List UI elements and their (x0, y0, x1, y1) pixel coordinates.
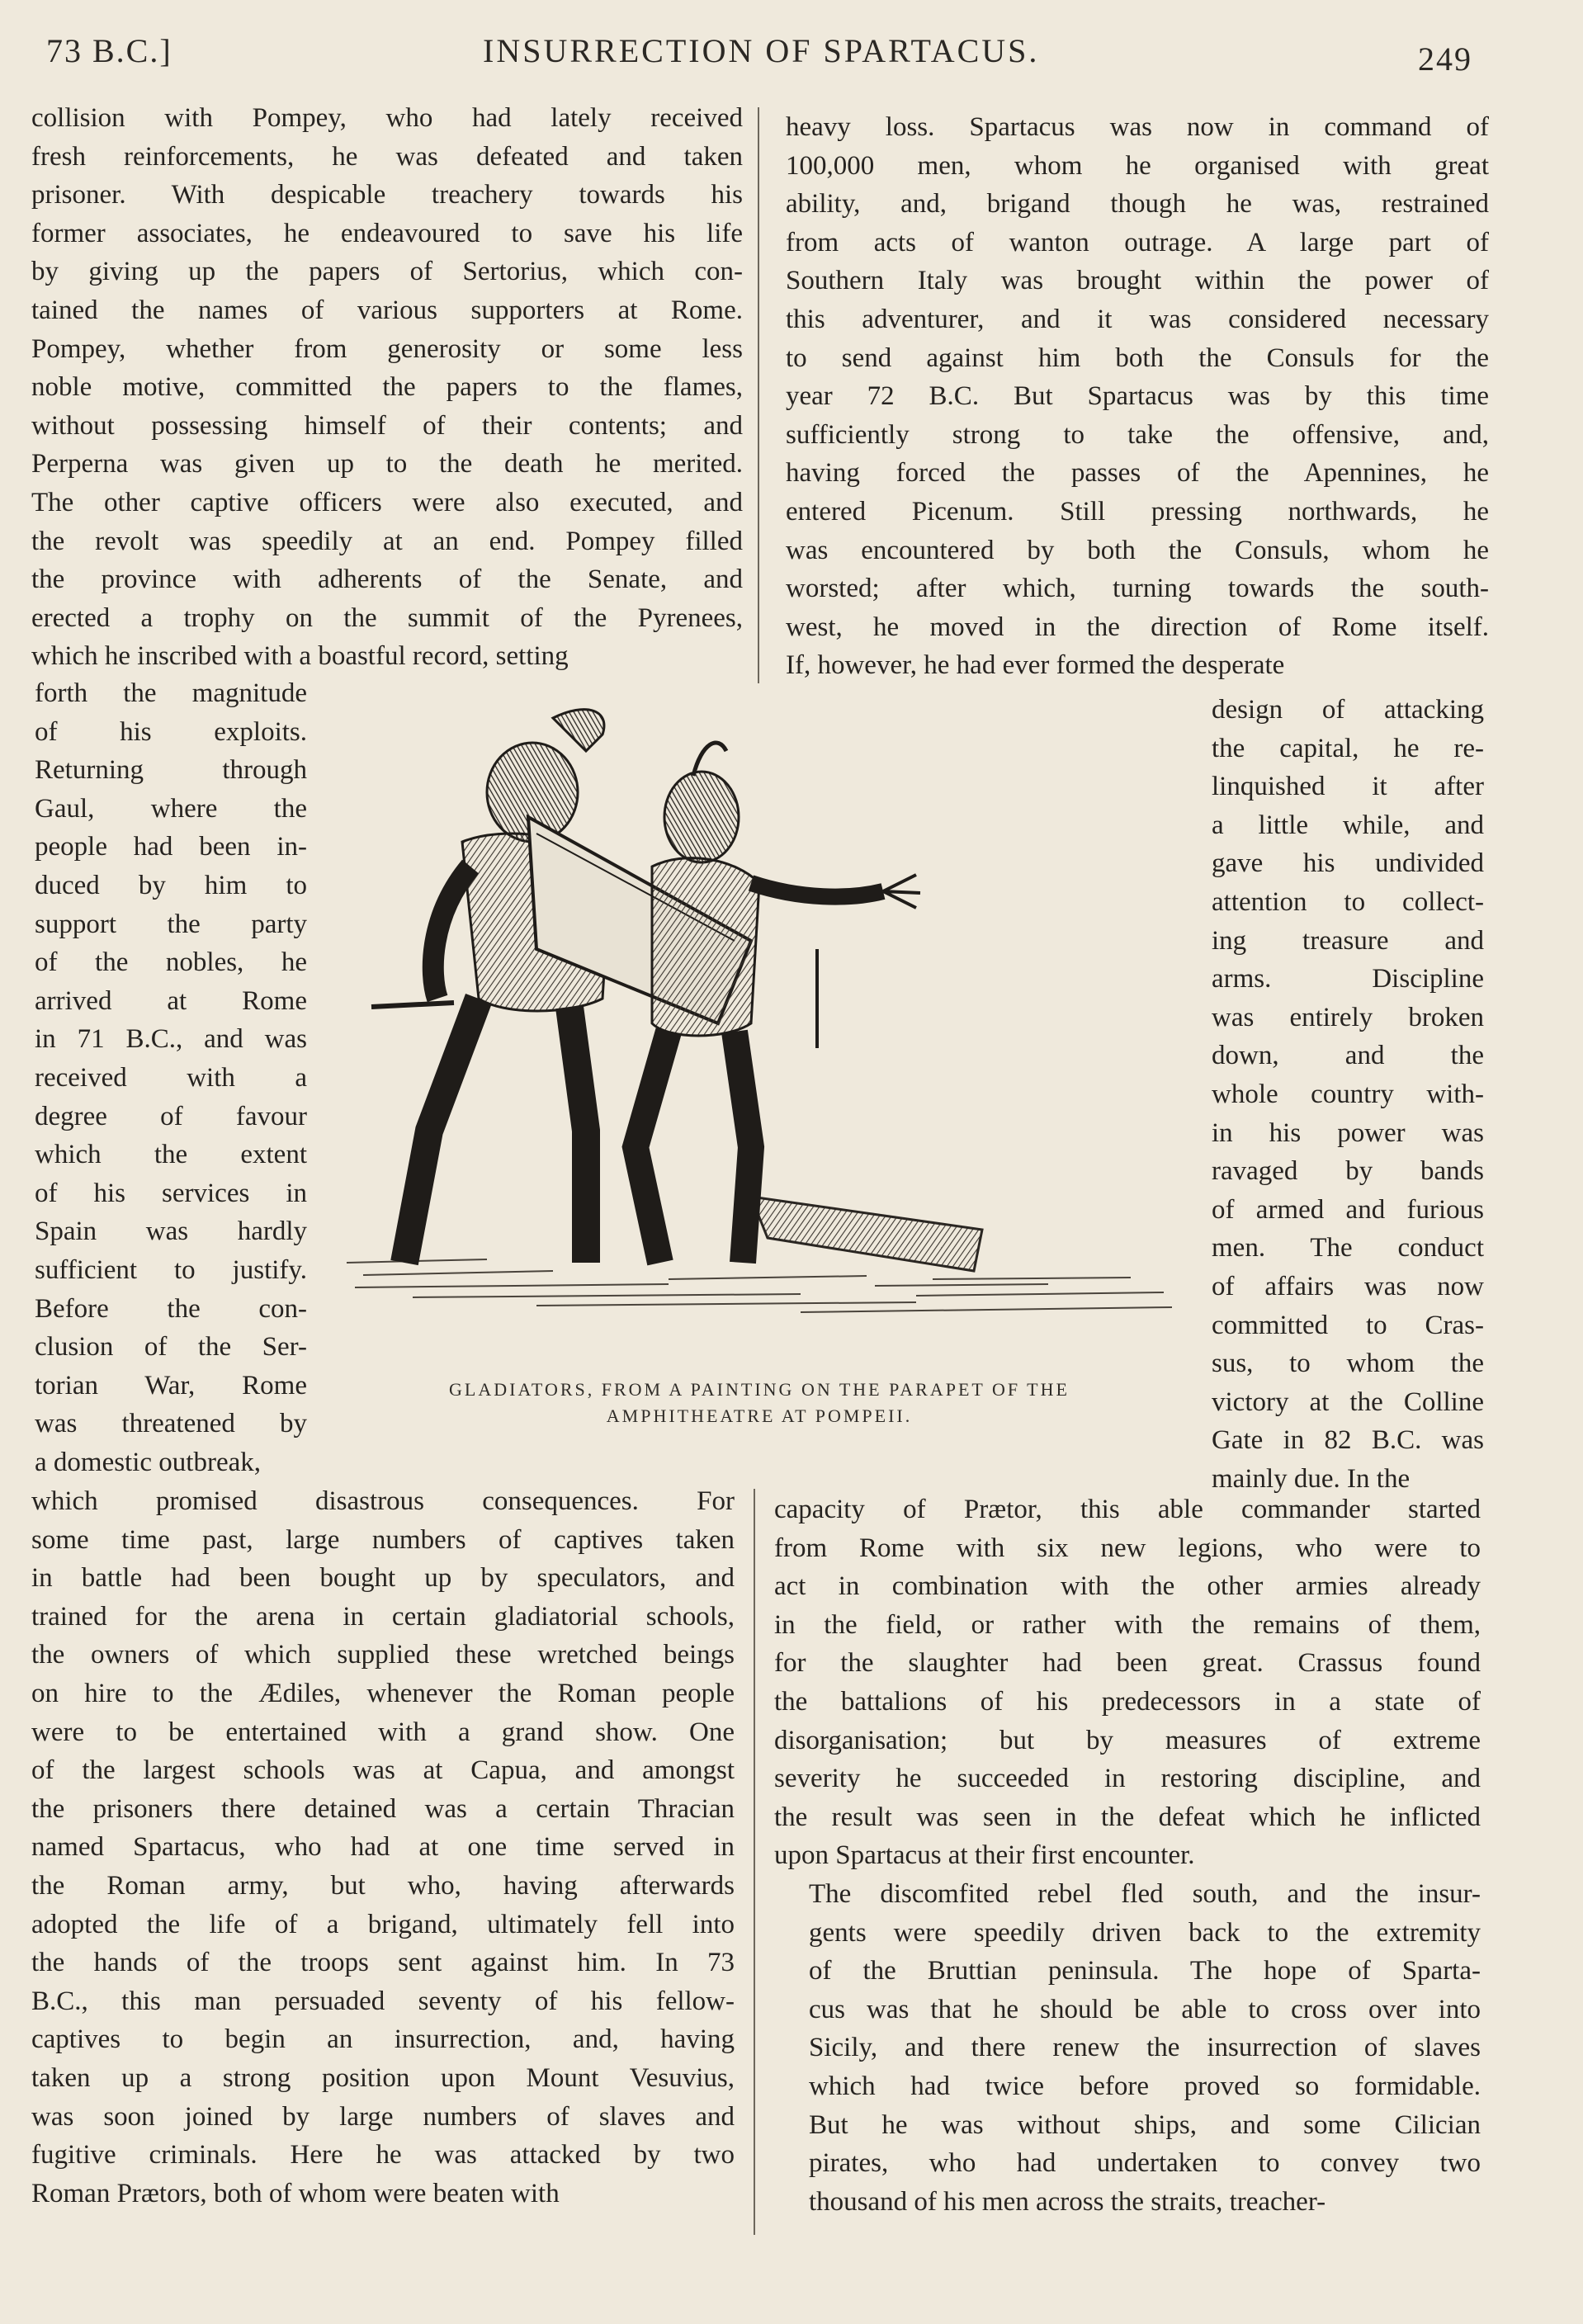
text-line: which had twice before proved so formidable. (809, 2071, 1481, 2101)
text-line: having forced the passes of the Apennines, he (786, 458, 1489, 489)
text-line: in 71 B.C., and was (35, 1024, 307, 1055)
running-head-title: INSURRECTION OF SPARTACUS. (483, 32, 1040, 69)
text-line: arrived at Rome (35, 985, 307, 1016)
text-line: act in combination with the other armies already (774, 1571, 1481, 1602)
text-line: mainly due. In the (1212, 1463, 1411, 1494)
text-line: ing treasure and (1212, 925, 1484, 956)
text-line: sufficiently strong to take the offensive, and, (786, 419, 1489, 450)
text-line: the revolt was speedily at an end. Pompey filled (31, 526, 743, 556)
text-line: the province with adherents of the Senate, and (31, 564, 743, 595)
text-line: was entirely broken (1212, 1002, 1484, 1032)
text-line: some time past, large numbers of captives taken (31, 1524, 735, 1555)
text-line: disorganisation; but by measures of extreme (774, 1725, 1481, 1755)
text-line: captives to begin an insurrection, and, having (31, 2024, 735, 2055)
text-line: Pompey, whether from generosity or some less (31, 333, 743, 364)
text-line: tained the names of various supporters at Rome. (31, 295, 743, 325)
text-line: sufficient to justify. (35, 1254, 307, 1285)
text-line: committed to Cras- (1212, 1310, 1484, 1340)
text-line: thousand of his men across the straits, treacher- (809, 2186, 1326, 2217)
text-line: adopted the life of a brigand, ultimately fell into (31, 1909, 735, 1939)
text-line: for the slaughter had been great. Crassus found (774, 1648, 1481, 1679)
text-line: year 72 B.C. But Spartacus was by this time (786, 381, 1489, 412)
text-line: in his power was (1212, 1117, 1484, 1148)
text-line: fugitive criminals. Here he was attacked by two (31, 2140, 735, 2170)
text-line: was threatened by (35, 1409, 307, 1439)
text-line: down, and the (1212, 1041, 1484, 1071)
paragraph-discomfited (774, 1875, 1481, 2221)
text-line: received with a (35, 1062, 307, 1093)
text-line: gave his undivided (1212, 848, 1484, 879)
text-line: without possessing himself of their contents; and (31, 410, 743, 441)
gladiators-engraving (338, 701, 1182, 1337)
text-line: cus was that he should be able to cross over into (809, 1994, 1481, 2024)
text-line: in battle had been bought up by speculators, and (31, 1563, 735, 1594)
text-line: Gate in 82 B.C. was (1212, 1425, 1484, 1456)
right-column-bottom (774, 1490, 1481, 2221)
text-line: upon Spartacus at their first encounter. (774, 1840, 1195, 1871)
text-line: entered Picenum. Still pressing northwards, he (786, 496, 1489, 527)
text-line: which the extent (35, 1140, 307, 1170)
text-line: ravaged by bands (1212, 1156, 1484, 1187)
text-line: trained for the arena in certain gladiatorial schools, (31, 1601, 735, 1632)
text-line: in the field, or rather with the remains of them, (774, 1609, 1481, 1640)
text-line: the hands of the troops sent against him. In 73 (31, 1948, 735, 1978)
text-line: former associates, he endeavoured to save his life (31, 218, 743, 248)
text-line: B.C., this man persuaded seventy of his fellow- (31, 1986, 735, 2016)
text-line: the Roman army, but who, having afterwards (31, 1870, 735, 1901)
text-line: the battalions of his predecessors in a state of (774, 1686, 1481, 1717)
text-line: which he inscribed with a boastful record, setting (31, 641, 569, 672)
text-line: on hire to the Ædiles, whenever the Roman people (31, 1678, 735, 1708)
text-line: attention to collect- (1212, 886, 1484, 917)
text-line: severity he succeeded in restoring discipline, and (774, 1764, 1481, 1794)
text-line: duced by him to (35, 870, 307, 900)
text-line: Sicily, and there renew the insurrection of slaves (809, 2033, 1481, 2063)
text-line: of affairs was now (1212, 1271, 1484, 1301)
text-line: this adventurer, and it was considered necessary (786, 304, 1489, 334)
text-line: the owners of which supplied these wretched beings (31, 1640, 735, 1670)
text-line: forth the magnitude (35, 678, 307, 708)
text-line: a little while, and (1212, 810, 1484, 840)
text-line: If, however, he had ever formed the desperate (786, 650, 1285, 681)
text-line: Perperna was given up to the death he merited. (31, 449, 743, 479)
text-line: taken up a strong position upon Mount Vesuvius, (31, 2062, 735, 2093)
text-line: people had been in- (35, 832, 307, 862)
text-line: clusion of the Ser- (35, 1332, 307, 1363)
text-line: whole country with- (1212, 1079, 1484, 1109)
paragraph-crassus (774, 1490, 1481, 1875)
text-line: heavy loss. Spartacus was now in command of (786, 112, 1489, 142)
text-line: from Rome with six new legions, who were to (774, 1533, 1481, 1563)
fallen-shield (751, 1197, 982, 1271)
text-line: Gaul, where the (35, 793, 307, 824)
text-line: of armed and furious (1212, 1194, 1484, 1225)
text-line: support the party (35, 909, 307, 939)
text-line: victory at the Colline (1212, 1386, 1484, 1417)
text-line: Roman Prætors, both of whom were beaten with (31, 2178, 560, 2208)
text-line: gents were speedily driven back to the extremity (809, 1917, 1481, 1948)
text-line: of his services in (35, 1178, 307, 1208)
text-line: the prisoners there detained was a certain Thracian (31, 1793, 735, 1824)
text-line: The other captive officers were also executed, and (31, 487, 743, 517)
text-line: west, he moved in the direction of Rome itself. (786, 612, 1489, 642)
text-line: Southern Italy was brought within the power of (786, 266, 1489, 296)
text-line: to send against him both the Consuls for the (786, 342, 1489, 373)
caption-line-2: AMPHITHEATRE AT POMPEII. (606, 1405, 913, 1426)
text-line: sus, to whom the (1212, 1349, 1484, 1379)
text-line: pirates, who had undertaken to convey two (809, 2148, 1481, 2179)
caption-line-1: GLADIATORS, FROM A PAINTING ON THE PARAPET OF THE (449, 1379, 1070, 1400)
left-column-top (31, 99, 743, 676)
text-line: Returning through (35, 755, 307, 786)
text-line: a domestic outbreak, (35, 1447, 261, 1477)
right-column-top (786, 108, 1489, 685)
column-rule (758, 107, 759, 683)
column-rule-lower (754, 1489, 755, 2235)
text-line: erected a trophy on the summit of the Pyrenees, (31, 602, 743, 633)
text-line: of the Bruttian peninsula. The hope of Sparta- (809, 1956, 1481, 1986)
right-gladiator (636, 743, 920, 1263)
text-line: linquished it after (1212, 772, 1484, 802)
text-line: of the largest schools was at Capua, and amongst (31, 1755, 735, 1786)
text-line: of his exploits. (35, 716, 307, 747)
text-line: But he was without ships, and some Cilician (809, 2109, 1481, 2140)
ground-shading (347, 1259, 1172, 1312)
right-column-wrap (1212, 691, 1484, 1498)
text-line: prisoner. With despicable treachery towards his (31, 180, 743, 210)
text-line: men. The conduct (1212, 1233, 1484, 1264)
text-line: arms. Discipline (1212, 964, 1484, 994)
text-line: was encountered by both the Consuls, whom he (786, 535, 1489, 565)
text-line: the capital, he re- (1212, 733, 1484, 763)
text-line: Spain was hardly (35, 1216, 307, 1247)
text-line: fresh reinforcements, he was defeated and taken (31, 141, 743, 172)
text-line: The discomfited rebel fled south, and the insur- (809, 1878, 1481, 1909)
page-number: 249 (1418, 40, 1472, 78)
text-line: from acts of wanton outrage. A large part of (786, 227, 1489, 257)
text-line: were to be entertained with a grand show. One (31, 1717, 735, 1747)
running-head-date: 73 B.C.] (46, 32, 172, 69)
text-line: the result was seen in the defeat which he inflicted (774, 1802, 1481, 1832)
text-line: of the nobles, he (35, 947, 307, 978)
text-line: torian War, Rome (35, 1370, 307, 1401)
figure-caption (371, 1377, 1147, 1429)
text-line: ability, and, brigand though he was, restrained (786, 189, 1489, 220)
text-line: named Spartacus, who had at one time served in (31, 1832, 735, 1863)
left-column-wrap (35, 674, 307, 1481)
text-line: worsted; after which, turning towards the south- (786, 574, 1489, 604)
text-line: by giving up the papers of Sertorius, which con- (31, 257, 743, 287)
text-line: noble motive, committed the papers to the flames, (31, 372, 743, 403)
text-line: was soon joined by large numbers of slaves and (31, 2101, 735, 2132)
text-line: design of attacking (1212, 695, 1484, 725)
text-line: capacity of Prætor, this able commander started (774, 1495, 1481, 1524)
left-column-bottom (31, 1482, 735, 2213)
text-line: degree of favour (35, 1101, 307, 1131)
text-line: 100,000 men, whom he organised with great (786, 150, 1489, 181)
text-line: Before the con- (35, 1293, 307, 1324)
text-line: which promised disastrous consequences. For (31, 1486, 735, 1516)
text-line: collision with Pompey, who had lately received (31, 103, 743, 133)
